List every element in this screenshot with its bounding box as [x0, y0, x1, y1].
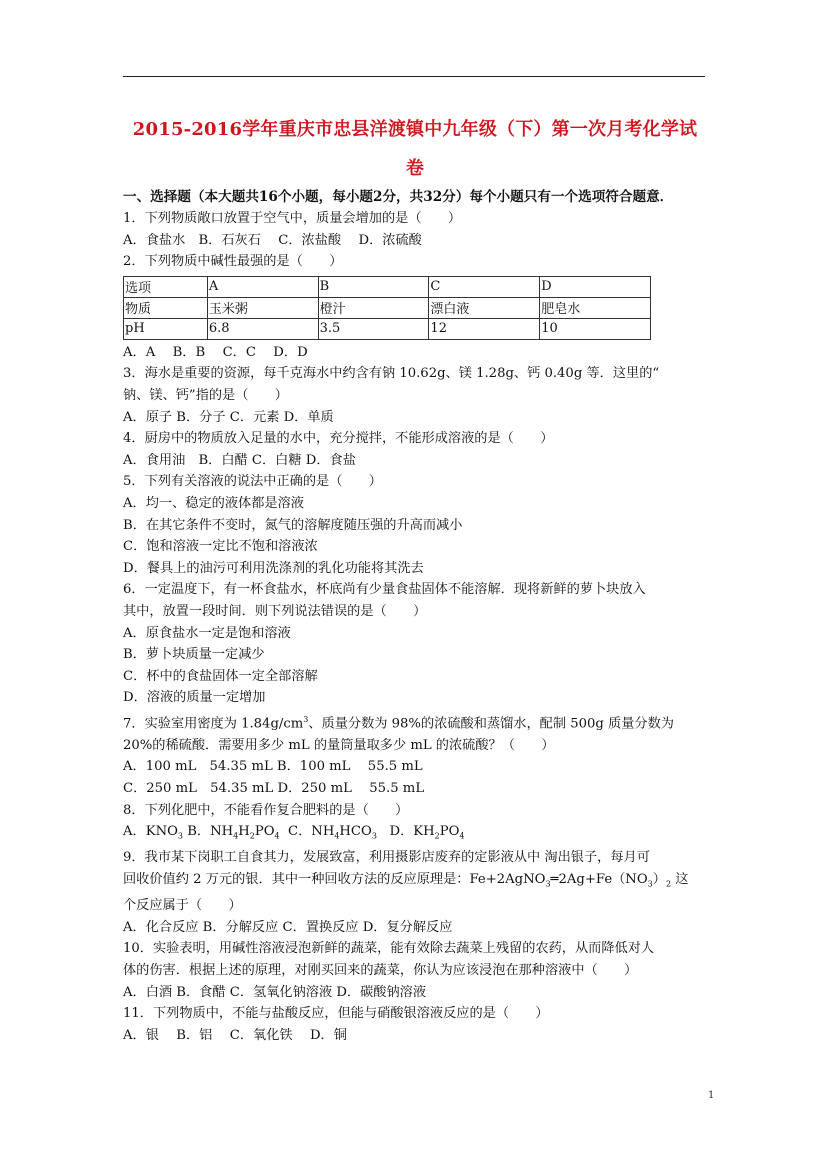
table-cell: 玉米粥 [207, 297, 318, 318]
question-options: A．白酒 B．食醋 C．氢氧化钠溶液 D．碳酸钠溶液 [123, 984, 427, 1000]
option-b: B．萝卜块质量一定减少 [123, 647, 265, 663]
table-row [124, 276, 651, 297]
subscript: 4 [334, 831, 340, 841]
question-stem-cont [123, 869, 713, 895]
table-cell: 3.5 [318, 318, 429, 339]
option-c: C．NH [279, 824, 335, 840]
question-1 [123, 208, 713, 251]
ph-table [123, 276, 651, 340]
subscript: 3 [545, 879, 551, 889]
subscript: 4 [459, 831, 465, 841]
question-stem: 10．实验表明，用碱性溶液浸泡新鲜的蔬菜，能有效除去蔬菜上残留的农药，从而降低对人 [123, 941, 655, 957]
title-line-1: 2015-2016学年重庆市忠县洋渡镇中九年级（下）第一次月考化学试 [132, 119, 698, 140]
question-7 [123, 709, 713, 800]
table-cell: 肥皂水 [540, 297, 651, 318]
question-5 [123, 471, 713, 579]
option-a: A．原食盐水一定是饱和溶液 [123, 625, 291, 641]
question-stem-cont: 其中，放置一段时间．则下列说法错误的是（ ） [123, 603, 427, 619]
option-d: D．餐具上的油污可利用洗涤剂的乳化功能将其洗去 [123, 560, 424, 576]
table-cell: A [207, 276, 318, 297]
table-cell: 物质 [124, 297, 208, 318]
question-options: A．食盐水 B．石灰石 C．浓盐酸 D．浓硫酸 [123, 232, 422, 248]
question-stem [123, 709, 713, 735]
stem-text: 、质量分数为 98%的浓硫酸和蒸馏水，配制 500g 质量分数为 [308, 716, 674, 732]
table-cell: C [429, 276, 540, 297]
question-2 [123, 251, 713, 363]
question-options: A．银 B．铝 C．氧化铁 D．铜 [123, 1027, 347, 1043]
question-9 [123, 847, 713, 938]
option-c: C．饱和溶液一定比不饱和溶液浓 [123, 539, 318, 555]
question-stem: 2．下列物质中碱性最强的是（ ） [123, 254, 343, 270]
table-cell: 橙汁 [318, 297, 429, 318]
question-6 [123, 579, 713, 709]
option-d: D．KH [376, 824, 435, 840]
option-d: D．溶液的质量一定增加 [123, 690, 266, 706]
question-options [123, 821, 713, 847]
section-heading: 一、选择题（本大题共16个小题，每小题2分，共32分）每个小题只有一个选项符合题意． [123, 189, 674, 205]
table-cell: 12 [429, 318, 540, 339]
question-options: A．A B．B C．C D．D [123, 344, 308, 360]
stem-text: 回收价值约 2 万元的银．其中一种回收方法的反应原理是：Fe+2AgNO [123, 872, 546, 888]
document-body [123, 186, 713, 1046]
question-stem-cont: 体的伤害．根据上述的原理，对刚买回来的蔬菜，你认为应该浸泡在那种溶液中（ ） [123, 963, 638, 979]
table-row [124, 297, 651, 318]
formula-part: HCO [339, 824, 372, 840]
title-line-2: 卷 [405, 158, 425, 179]
question-stem-cont: 20%的稀硫酸．需要用多少 mL 的量筒量取多少 mL 的浓硫酸？（ ） [123, 737, 555, 753]
stem-text: 7．实验室用密度为 1.84g/cm [123, 716, 304, 732]
table-cell: 6.8 [207, 318, 318, 339]
question-8 [123, 800, 713, 848]
option-c: C．杯中的食盐固体一定全部溶解 [123, 668, 318, 684]
table-cell: 10 [540, 318, 651, 339]
formula-part: PO [439, 824, 460, 840]
question-3 [123, 363, 713, 428]
question-stem: 1．下列物质敞口放置于空气中，质量会增加的是（ ） [123, 211, 462, 226]
table-cell: B [318, 276, 429, 297]
question-11 [123, 1003, 713, 1046]
question-stem: 5．下列有关溶液的说法中正确的是（ ） [123, 474, 382, 490]
subscript: 2 [434, 831, 440, 841]
subscript: 4 [233, 831, 239, 841]
question-stem-cont: 钠、镁、钙”指的是（ ） [123, 387, 288, 403]
superscript: 3 [303, 714, 309, 724]
formula-part: PO [254, 824, 275, 840]
question-stem: 11．下列物质中，不能与盐酸反应，但能与硝酸银溶液反应的是（ ） [123, 1006, 549, 1022]
page-number: 1 [708, 1090, 715, 1101]
question-stem: 4．厨房中的物质放入足量的水中，充分搅拌，不能形成溶液的是（ ） [123, 431, 554, 447]
question-options: A．原子 B．分子 C．元素 D．单质 [123, 409, 334, 425]
option-a: A．均一、稳定的液体都是溶液 [123, 495, 304, 511]
table-cell: pH [124, 318, 208, 339]
stem-text: 这 [671, 872, 689, 888]
question-stem: 6．一定温度下，有一杯食盐水，杯底尚有少量食盐固体不能溶解．现将新鲜的萝卜块放入 [123, 582, 646, 598]
question-stem: 8．下列化肥中，不能看作复合肥料的是（ ） [123, 802, 409, 818]
question-options: A．化合反应 B．分解反应 C．置换反应 D．复分解反应 [123, 919, 453, 935]
question-stem: 3．海水是重要的资源，每千克海水中约含有钠 10.62g、镁 1.28g、钙 0.40g 等．这里的“ [123, 366, 660, 382]
subscript: 2 [249, 831, 255, 841]
table-cell: 选项 [124, 276, 208, 297]
question-stem-cont: 个反应属于（ ） [123, 898, 242, 914]
subscript: 4 [274, 831, 280, 841]
table-row [124, 318, 651, 339]
subscript: 3 [177, 831, 184, 841]
option-a: A．KNO [123, 824, 178, 840]
document-title [118, 110, 712, 188]
stem-text: ） [652, 872, 666, 888]
options-cd: C．250 mL 54.35 mL D．250 mL 55.5 mL [123, 781, 425, 797]
option-b: B．在其它条件不变时，氮气的溶解度随压强的升高而减小 [123, 517, 463, 533]
question-options: A．食用油 B．白醋 C．白糖 D．食盐 [123, 452, 356, 468]
question-4 [123, 428, 713, 471]
stem-text: ═2Ag+Fe（NO [550, 872, 648, 888]
subscript: 3 [647, 879, 653, 889]
table-cell: 漂白液 [429, 297, 540, 318]
question-10 [123, 938, 713, 1003]
table-cell: D [540, 276, 651, 297]
option-b: B．NH [183, 824, 234, 840]
formula-part: H [238, 824, 250, 840]
subscript: 3 [371, 831, 377, 841]
options-ab: A．100 mL 54.35 mL B．100 mL 55.5 mL [123, 759, 423, 775]
question-stem: 9．我市某下岗职工自食其力，发展致富，利用摄影店废弃的定影液从中 淘出银子，每月可 [123, 850, 650, 866]
subscript: 2 [665, 879, 672, 889]
header-rule [123, 76, 705, 77]
